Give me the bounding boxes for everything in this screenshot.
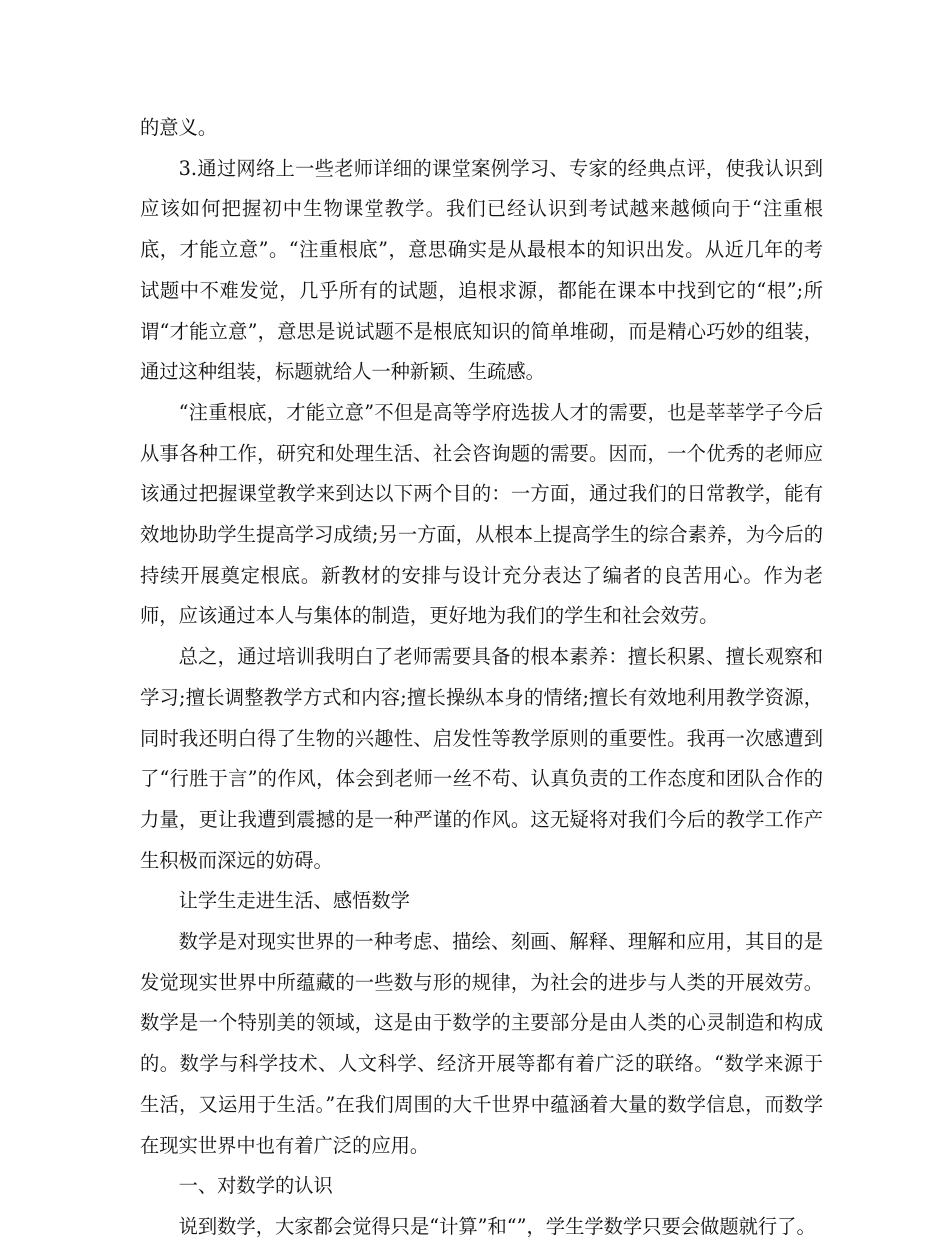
paragraph-foundation-need: “注重根底，才能立意”不但是高等学府选拔人才的需要，也是莘莘学子今后从事各种工作，研究和处理生活、社会咨询题的需要。因而，一个优秀的老师应该通过把握课堂教学来到达以下两个目的：一方面，通过我们的日常教学，能有效地协助学生提高学习成绩;另一方面，从根本上提高学生的综合素养，为今后的持续开展奠定根底。新教材的安排与设计充分表达了编者的良苦用心。作为老师，应该通过本人与集体的制造，更好地为我们的学生和社会效劳。	[140, 400, 823, 628]
paragraph-online-learning: 3.通过网络上一些老师详细的课堂案例学习、专家的经典点评，使我认识到应该如何把握初中生物课堂教学。我们已经认识到考试越来越倾向于“注重根底，才能立意”。“注重根底”，意思确实是从最根本的知识出发。从近几年的考试题中不难发觉，几乎所有的试题，追根求源，都能在课本中找到它的“根”;所谓“才能立意”，意思是说试题不是根底知识的简单堆砌，而是精心巧妙的组装，通过这种组装，标题就给人一种新颖、生疏感。	[140, 156, 823, 384]
section-heading-life-math: 让学生走进生活、感悟数学	[178, 889, 410, 913]
paragraph-math-definition: 数学是对现实世界的一种考虑、描绘、刻画、解释、理解和应用，其目的是发觉现实世界中所蕴藏的一些数与形的规律，为社会的进步与人类的开展效劳。数学是一个特别美的领域，这是由于数学的主要部分是由人类的心灵制造和构成的。数学与科学技术、人文科学、经济开展等都有着广泛的联络。“数学来源于生活，又运用于生活。”在我们周围的大千世界中蕴涵着大量的数学信息，而数学在现实世界中也有着广泛的应用。	[140, 930, 823, 1157]
document-body	[140, 108, 823, 1248]
section-heading-math-understanding: 一、对数学的认识	[178, 1174, 333, 1198]
paragraph-summary: 总之，通过培训我明白了老师需要具备的根本素养：擅长积累、擅长观察和学习;擅长调整教学方式和内容;擅长操纵本身的情绪;擅长有效地利用教学资源，同时我还明白得了生物的兴趣性、启发性等教学原则的重要性。我再一次感遭到了“行胜于言”的作风，体会到老师一丝不苟、认真负责的工作态度和团队合作的力量，更让我遭到震撼的是一种严谨的作风。这无疑将对我们今后的教学工作产生积极而深远的妨碍。	[140, 645, 823, 872]
paragraph-math-talk: 说到数学，大家都会觉得只是“计算”和“”，学生学数学只要会做题就行了。	[178, 1214, 816, 1238]
continuation-text: 的意义。	[140, 116, 218, 139]
